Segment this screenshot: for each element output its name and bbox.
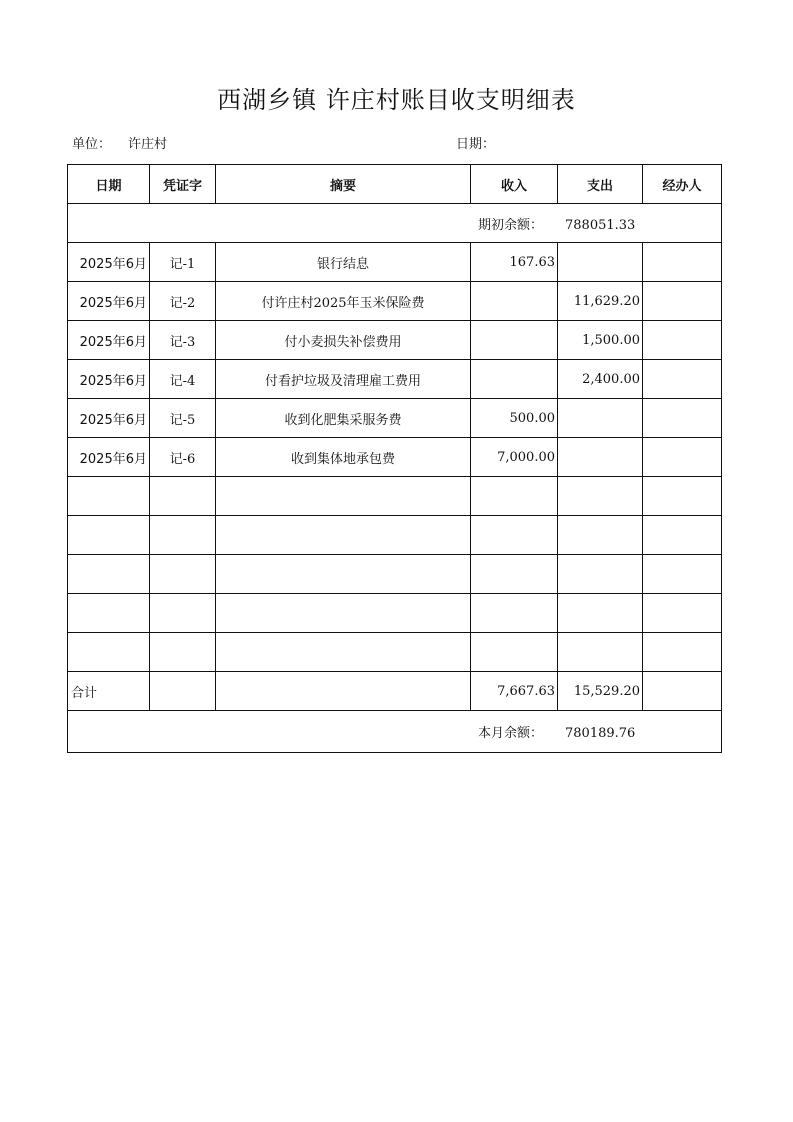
cell-voucher: 记-4 — [150, 360, 216, 399]
cell-expense — [558, 438, 643, 477]
cell-date: 2025年6月 — [68, 399, 150, 438]
date-label: 日期： — [456, 137, 496, 152]
cell-income: 7,000.00 — [471, 438, 558, 477]
ledger-table — [67, 164, 722, 753]
cell-summary: 银行结息 — [216, 243, 471, 282]
opening-balance-row — [68, 204, 722, 243]
table-row — [68, 282, 722, 321]
empty-row — [68, 516, 722, 555]
cell-expense — [558, 399, 643, 438]
cell-summary: 收到化肥集采服务费 — [216, 399, 471, 438]
cell-expense: 2,400.00 — [558, 360, 643, 399]
empty-row — [68, 594, 722, 633]
cell-summary: 收到集体地承包费 — [216, 438, 471, 477]
closing-balance-label: 本月余额： — [478, 726, 544, 741]
cell-summary: 付许庄村2025年玉米保险费 — [216, 282, 471, 321]
cell-handler — [643, 360, 722, 399]
cell-voucher: 记-1 — [150, 243, 216, 282]
unit-label: 单位： — [72, 137, 112, 152]
table-row — [68, 399, 722, 438]
cell-date: 2025年6月 — [68, 282, 150, 321]
total-label: 合计 — [68, 672, 150, 711]
cell-summary: 付小麦损失补偿费用 — [216, 321, 471, 360]
col-header-summary: 摘要 — [216, 165, 471, 204]
empty-row — [68, 477, 722, 516]
table-row — [68, 360, 722, 399]
cell-date: 2025年6月 — [68, 438, 150, 477]
closing-balance-value: 780189.76 — [565, 726, 636, 741]
cell-expense — [558, 243, 643, 282]
col-header-expense: 支出 — [558, 165, 643, 204]
table-row — [68, 321, 722, 360]
cell-voucher: 记-6 — [150, 438, 216, 477]
page-title: 西湖乡镇 许庄村账目收支明细表 — [217, 86, 576, 114]
opening-balance-label: 期初余额： — [478, 217, 544, 233]
cell-expense: 11,629.20 — [558, 282, 643, 321]
unit-value: 许庄村 — [128, 137, 168, 152]
cell-date: 2025年6月 — [68, 243, 150, 282]
empty-row — [68, 633, 722, 672]
table-row — [68, 243, 722, 282]
cell-voucher: 记-2 — [150, 282, 216, 321]
cell-income: 167.63 — [471, 243, 558, 282]
total-income: 7,667.63 — [471, 672, 558, 711]
cell-handler — [643, 282, 722, 321]
cell-handler — [643, 243, 722, 282]
cell-date: 2025年6月 — [68, 360, 150, 399]
header-row — [68, 165, 722, 204]
cell-handler — [643, 321, 722, 360]
total-row — [68, 672, 722, 711]
col-header-date: 日期 — [68, 165, 150, 204]
cell-income — [471, 321, 558, 360]
cell-income: 500.00 — [471, 399, 558, 438]
cell-voucher: 记-5 — [150, 399, 216, 438]
cell-income — [471, 282, 558, 321]
cell-voucher: 记-3 — [150, 321, 216, 360]
opening-balance-value: 788051.33 — [565, 217, 636, 233]
col-header-income: 收入 — [471, 165, 558, 204]
cell-summary: 付看护垃圾及清理雇工费用 — [216, 360, 471, 399]
table-row — [68, 438, 722, 477]
cell-date: 2025年6月 — [68, 321, 150, 360]
cell-income — [471, 360, 558, 399]
cell-handler — [643, 438, 722, 477]
cell-handler — [643, 399, 722, 438]
col-header-handler: 经办人 — [643, 165, 722, 204]
col-header-voucher: 凭证字 — [150, 165, 216, 204]
cell-expense: 1,500.00 — [558, 321, 643, 360]
total-expense: 15,529.20 — [558, 672, 643, 711]
empty-row — [68, 555, 722, 594]
closing-balance-row — [68, 711, 722, 753]
